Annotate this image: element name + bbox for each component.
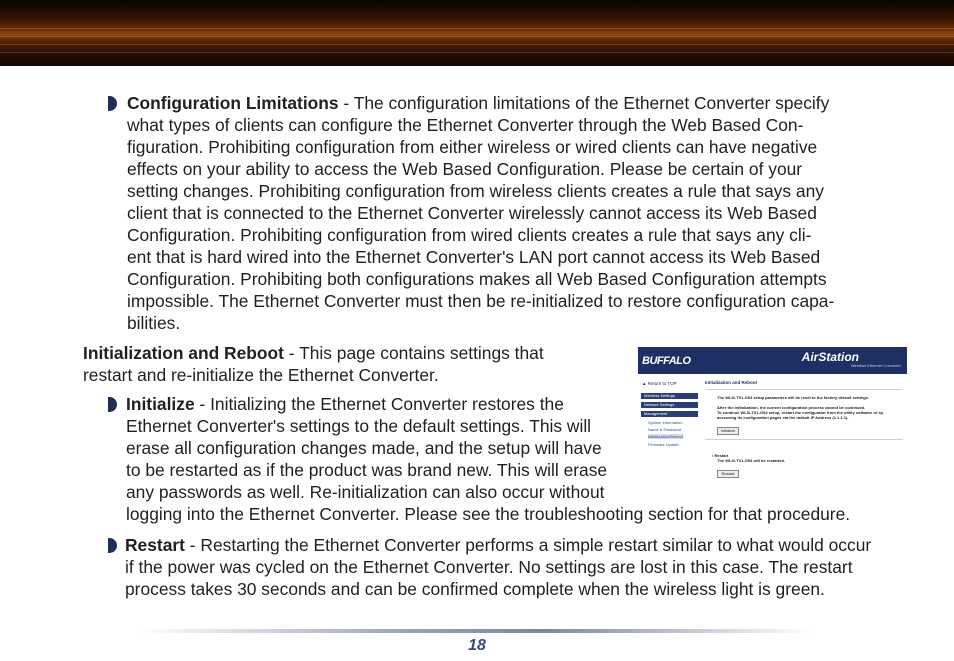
menu-name-password: Name & Password (648, 427, 682, 432)
page-number: 18 (468, 637, 486, 654)
init-text: accessing its configuration pages via the default IP Address (1.1.1.1). (717, 415, 849, 420)
web-config-screenshot (638, 347, 907, 465)
config-limitations-paragraph: Configuration Limitations - The configuration limitations of the Ethernet Converter specify what types of clients can configure the Ethernet Converter through the Web Based Con- figuration. Prohibiting configuration from either wireless or wired clients can have negative effects on your ability to access the Web Based Configuration. Please be certain of your setting changes. Prohibiting configuration from wireless clients creates a rule that says any client that is connected to the Ethernet Converter wirelessly cannot access its Web Based Configuration. Prohibiting configuration from wired clients creates a rule that says any cli- ent that is hard wired into the Ethernet Converter's LAN port cannot access its Web Based Configuration. Prohibiting both configurations makes all Web Based Configuration attempts impossible. The Ethernet Converter must then be re-initialized to restore configuration capa- bilities. (127, 93, 835, 333)
initialize-paragraph: Initialize - Initializing the Ethernet Converter restores the Ethernet Converter's settings to the default settings. This will erase all configuration changes made, and the setup will have to be restarted as if the product was brand new. This will erase any passwords as well. Re-initialization can also occur without logging into the Ethernet Converter. Please see the troubleshooting section for that procedure. (126, 394, 851, 524)
divider (705, 389, 903, 390)
initialize-heading: Initialize (126, 394, 195, 414)
restart-section-label: • Restart (712, 453, 729, 458)
init-text: After the Initialization, the current configuration process cannot be continued. (717, 405, 866, 410)
buffalo-logo: BUFFALO (642, 355, 691, 367)
screenshot-page-title: Initialization and Reboot (705, 380, 757, 385)
restart-text: The WLI3-TX1-G54 will be restarted. (717, 458, 786, 463)
init-reboot-heading: Initialization and Reboot (83, 343, 284, 363)
init-reboot-paragraph: Initialization and Reboot - This page contains settings that restart and re-initialize the Ethernet Converter. (83, 343, 544, 385)
restart-paragraph: Restart - Restarting the Ethernet Converter performs a simple restart similar to what would occur if the power was cycled on the Ethernet Converter. No settings are lost in this case. The restart process takes 30 seconds and can be confirmed complete when the wireless light is green. (125, 535, 872, 599)
return-to-top-link: ▲ Return to TOP (642, 381, 677, 386)
header-band (0, 0, 954, 66)
restart-button: Restart (717, 470, 739, 478)
restart-heading: Restart (125, 535, 185, 555)
menu-wireless-settings: Wireless Settings (641, 393, 698, 399)
footer-rule (140, 629, 810, 633)
menu-initialization-reboot: Initialization/Reboot (648, 434, 683, 439)
screenshot-header (638, 347, 907, 374)
product-subtitle: Wireless Ethernet Converter (850, 363, 901, 368)
airstation-logo: AirStation (801, 350, 859, 364)
menu-system-information: System Information (648, 420, 683, 425)
init-text: The WLI3-TX1-G54 setup parameters will be reset to the factory default settings. (717, 395, 870, 400)
initialize-button: Initialize (717, 427, 739, 435)
menu-network-settings: Network Settings (641, 402, 698, 408)
init-text: To continue WLI3-TX1-G54 setup, restart the configurator from the utility software or by (717, 410, 884, 415)
config-limitations-heading: Configuration Limitations (127, 93, 339, 113)
divider (705, 439, 903, 440)
menu-firmware-update: Firmware Update (648, 442, 679, 447)
menu-management: Management (641, 411, 698, 417)
